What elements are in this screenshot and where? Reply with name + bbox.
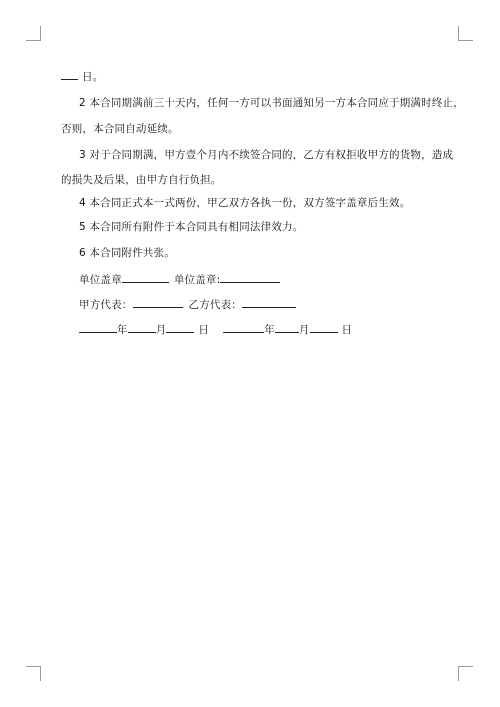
day-label-b: 日	[341, 324, 353, 336]
crop-mark-top-left	[26, 26, 41, 41]
crop-mark-bottom-left	[26, 666, 41, 681]
crop-mark-top-right	[458, 26, 473, 41]
date-line	[79, 322, 352, 337]
year-label-a: 年	[117, 324, 128, 336]
crop-mark-bottom-right	[458, 666, 473, 681]
clause-6: 6 本合同附件共张。	[79, 247, 176, 259]
rep-blank-party-a	[133, 297, 183, 308]
clause-5: 5 本合同所有附件于本合同具有相同法律效力。	[79, 221, 304, 233]
day-label-a: 日	[198, 324, 210, 336]
rep-label-party-b: 乙方代表：	[188, 299, 242, 311]
clause-line-1	[61, 69, 103, 84]
representative-line	[79, 297, 296, 312]
clause-3-line-1: 3 对于合同期满，甲方壹个月内不续签合同的，乙方有权拒收甲方的货物，造成	[79, 149, 454, 161]
date-suffix: 日。	[82, 71, 104, 83]
clause-4: 4 本合同正式本一式两份，甲乙双方各执一份，双方签字盖章后生效。	[79, 197, 411, 209]
month-label-b: 月	[298, 324, 310, 336]
rep-blank-party-b	[242, 297, 296, 308]
seal-blank-party-b	[220, 272, 280, 283]
rep-label-party-a: 甲方代表：	[79, 299, 133, 311]
seal-line	[79, 272, 280, 287]
year-label-b: 年	[264, 324, 275, 336]
day-blank-b	[310, 322, 338, 333]
month-blank-b	[275, 322, 299, 333]
month-label-a: 月	[155, 324, 167, 336]
seal-label-party-a: 单位盖章	[79, 274, 122, 286]
seal-label-party-b: 单位盖章:	[173, 274, 221, 286]
year-blank-b	[223, 322, 264, 333]
date-blank	[61, 69, 78, 80]
clause-2-line-1: 2 本合同期满前三十天内，任何一方可以书面通知另一方本合同应于期满时终止，	[79, 97, 464, 109]
month-blank-a	[128, 322, 156, 333]
clause-3-line-2: 的损失及后果，由甲方自行负担。	[61, 174, 222, 186]
year-blank-a	[79, 322, 117, 333]
seal-blank-party-a	[122, 272, 169, 283]
day-blank-a	[166, 322, 194, 333]
clause-2-line-2: 否则，本合同自动延续。	[61, 123, 179, 135]
